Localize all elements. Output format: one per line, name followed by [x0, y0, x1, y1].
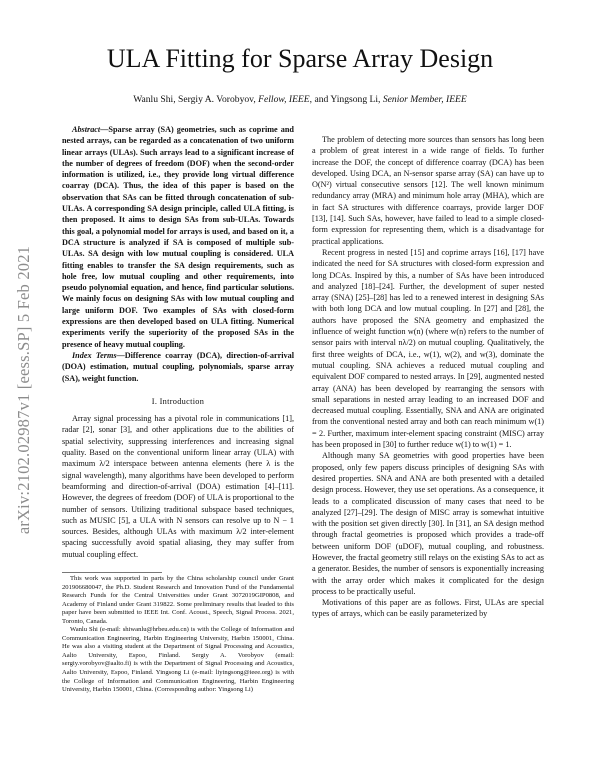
right-paragraph-1: The problem of detecting more sources than sensors has long been a problem of great interest in a wide range of fields. To further increase the DOF, the concept of difference coarray (DCA) has been developed. Using DCA, an N-sensor sparse array (SA) can have up to O(N²) virtual consecutive sensors [12]. The well known minimum redundancy array (MRA) and minimum hole array (MHA), which are in fact SA structures with difference coarrays, provide larger DOF [13], [14]. Such SAs, however, have failed to lead to a simple closed-form expression for representing them, which is a disadvantage for practical applications. [312, 135, 544, 246]
footnotes [62, 575, 294, 695]
right-column [312, 134, 544, 620]
arxiv-stamp-text: arXiv:2102.02987v1 [eess.SP] 5 Feb 2021 [14, 245, 33, 535]
abstract-label: Abstract [72, 125, 101, 134]
author-line [40, 94, 560, 105]
author-2-role: Senior Member, IEEE [382, 94, 467, 105]
left-column [62, 124, 294, 695]
footnote-funding: This work was supported in parts by the China scholarship council under Grant 201906680047, the Ph.D. Student Research and Innovation Fund of the Fundamental Research Funds for the Central Universities under Grant 3072019GIP0808, and Academy of Finland under Grant 319822. Some preliminary results that leaded to this paper have been submitted to IEEE Int. Conf. Acoust., Speech, Signal Process. 2021, Toronto, Canada. [62, 574, 294, 625]
paper-title: ULA Fitting for Sparse Array Design [106, 44, 494, 73]
footnote-affiliations: Wanlu Shi (e-mail: shiwanlu@hrbeu.edu.cn) is with the College of Information and Communication Engineering, Harbin Engineering University, Harbin 150001, China. He was also a visiting student at the Department of Signal Processing and Acoustics, Aalto University, Espoo, Finland. Sergiy A. Vorobyov (email: sergiy.vorobyov@aalto.fi) is with the Department of Signal Processing and Acoustics, Aalto University, Espoo, Finland. Yingsong Li (e-mail: liyingsong@ieee.org) is with the College of Information and Communication Engineering, Harbin Engineering University, Harbin 150001, China. (Corresponding author: Yingsong Li) [62, 626, 294, 694]
abstract-text: —Sparse array (SA) geometries, such as coprime and nested arrays, can be regarded as a concatenation of two uniform linear arrays (ULAs). Such arrays lead to a significant increase of the number of degrees of freedom (DOF) when the second-order information is utilized, i.e., they provide long virtual difference coarray (DCA). Thus, the idea of this paper is based on the observation that SAs can be fitted through concatenation of sub-ULAs. A corresponding SA design principle, called ULA fitting, is then proposed. It aims to design SAs from sub-ULAs. Towards this goal, a polynomial model for arrays is used, and based on it, a DCA structure is analyzed if SA is composed of multiple sub-ULAs. SA design with low mutual coupling is considered. ULA fitting enables to transfer the SA design requirements, such as hole free, low mutual coupling and other requirements, into pseudo polynomial equation, and hence, find particular solutions. We mainly focus on designing SAs with low mutual coupling and large uniform DOF. Two examples of SAs with closed-form expressions are then developed based on ULA fitting. Numerical experiments verify the superiority of the proposed SAs in the presence of heavy mutual coupling. [62, 125, 294, 349]
right-paragraph-3: Although many SA geometries with good properties have been proposed, only few papers discuss principles of designing SAs with desired properties. SNA and ANA are both presented with a detailed design process. However, they use set operations. As a consequence, it leads to a complicated discussion of many cases that need to be analyzed [27]–[29]. The design of MISC array is somewhat intuitive with the position set given directly [30]. In [31], an SA design method through fractal geometries is proposed which provides a trade-off between uniform DOF (uDOF), mutual coupling, and robustness. However, the fractal geometry still relays on the existing SAs to act as a generator. Besides, the number of sensors is exponentially increasing with the array order which makes it complicated for the design process to be practically useful. [312, 451, 544, 596]
footnote-rule [62, 572, 162, 573]
author-1: Wanlu Shi, Sergiy A. Vorobyov, [133, 94, 259, 105]
index-terms [62, 350, 294, 384]
index-terms-text: —Difference coarray (DCA), direction-of-arrival (DOA) estimation, mutual coupling, polynomials, sparse array (SA), weight function. [62, 350, 294, 383]
abstract [62, 124, 294, 350]
author-1-role: Fellow, IEEE [258, 94, 310, 105]
arxiv-stamp [4, 0, 33, 776]
right-paragraph-4: Motivations of this paper are as follows. First, ULAs are special types of arrays, which can be easily parameterized by [312, 598, 544, 619]
author-2: , and Yingsong Li, [309, 94, 383, 105]
section-heading: I. Introduction [151, 396, 205, 406]
right-paragraph-2: Recent progress in nested [15] and coprime arrays [16], [17] have indicated the need for SA structures with closed-form expression and long DCAs. Inspired by this, a number of SAs have been introduced and analyzed [18]–[24]. Further, the development of super nested array (SNA) [25]–[28] has led to a renewed interest in designing SAs with both long DCA and low mutual coupling. In [27] and [28], the authors have proposed the SNA geometry and emphasized the influence of weight function w(n) (where w(n) refers to the number of sensor pairs with interval nλ/2) on mutual coupling. Qualitatively, the first three weights of DCA, i.e., w(1), w(2), and w(3), dominate the mutual coupling. SNA achieves a reduced mutual coupling and equivalent DOF compared to nested arrays. In [29], augmented nested array (ANA) has been developed by rearranging the sensors with small separations in nested array leading to an increased DOF and decreased mutual coupling. Essentially, SNA and ANA are originated from the conventional nested array and both can reach minimum w(1) = 2. Further, maximum inter-element spacing constraint (MISC) array has been proposed in [30] to further reduce w(1) to w(1) = 1. [312, 247, 544, 450]
intro-paragraph: Array signal processing has a pivotal role in communications [1], radar [2], sonar [3], and other applications due to the abilities of spatial selectivity, suppressing interferences and increasing signal quality. Based on the conventional uniform linear array (ULA) with maximum λ/2 interspace between antenna elements (here λ is the signal wavelength), many algorithms have been developed to perform beamforming and direction-of-arrival (DOA) estimation [4]–[11]. However, the degrees of freedom (DOF) of ULA is proportional to the number of sensors. Utilizing traditional subspace based techniques, such as MUSIC [5], a ULA with N sensors can resolve up to N − 1 sources. Besides, although ULAs with maximum λ/2 inter-element spacing successfully avoid spatial aliasing, they may suffer from mutual coupling effect. [62, 414, 294, 559]
index-terms-label: Index Terms [72, 350, 117, 360]
